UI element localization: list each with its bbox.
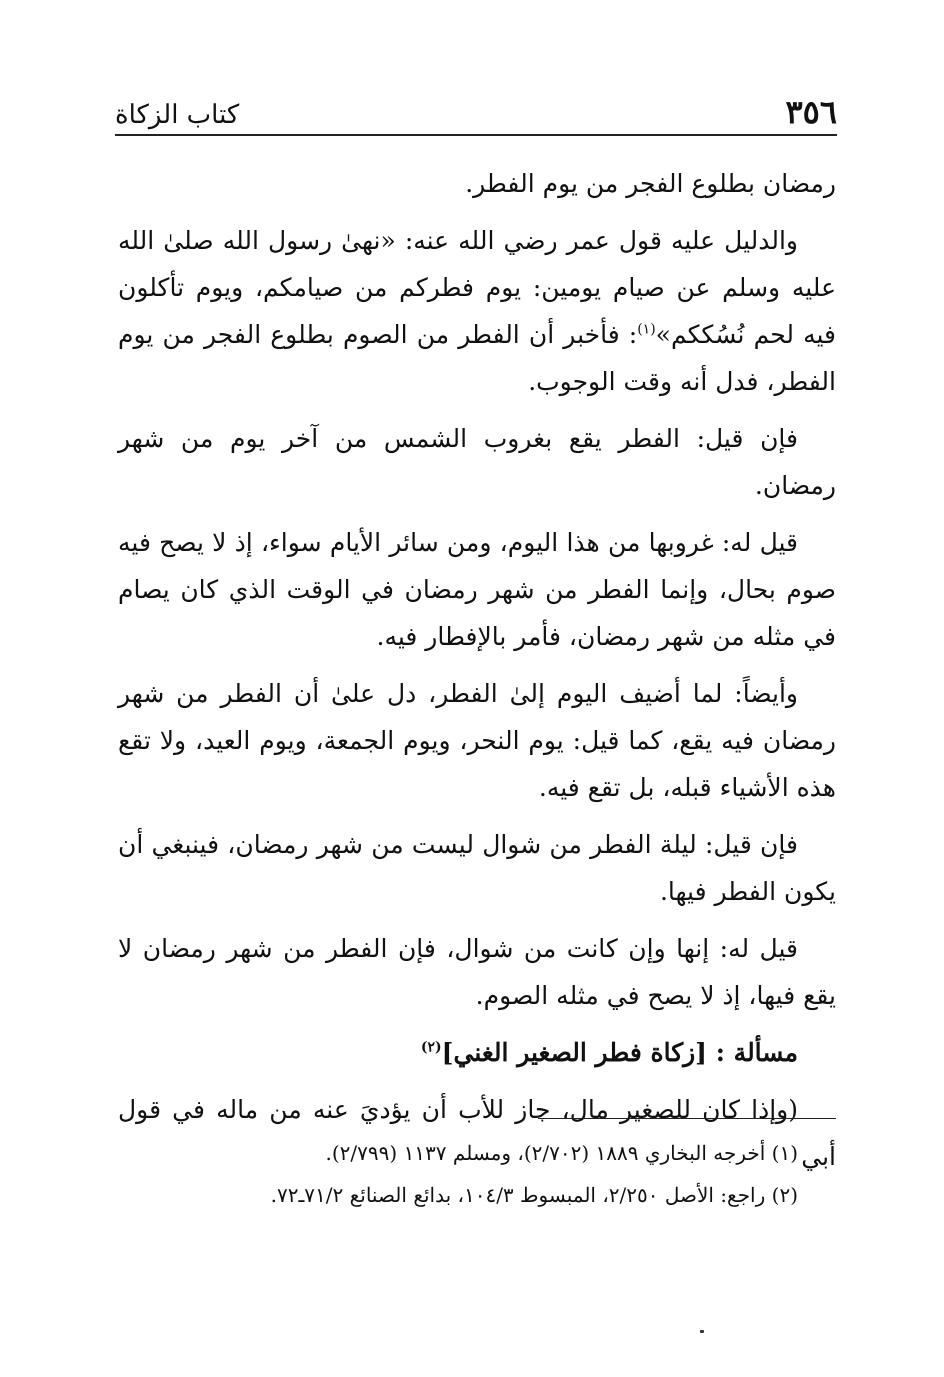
- masala-title: [زكاة فطر الصغير الغني]: [441, 1038, 708, 1067]
- masala-label: مسألة :: [715, 1038, 798, 1067]
- footnote: (١) أخرجه البخاري ١٨٨٩ (٢/٧٠٢)، ومسلم ١١٣٧ (٢/٧٩٩).: [325, 1141, 798, 1165]
- paragraph-text: رمضان بطلوع الفجر من يوم الفطر.: [465, 169, 836, 198]
- masala-heading: [118, 1029, 836, 1076]
- paragraph-text: والدليل عليه قول عمر رضي الله عنه: «نهىٰ رسول الله صلىٰ الله عليه وسلم عن صيام يومين: يوم فطركم من صيامكم، ويوم تأكلون فيه لحم نُسُككم»: [118, 226, 837, 349]
- paragraph-text: فإن قيل: الفطر يقع بغروب الشمس من آخر يوم من شهر رمضان.: [118, 424, 836, 500]
- paragraph-text: قيل له: إنها وإن كانت من شوال، فإن الفطر من شهر رمضان لا يقع فيها، إذ لا يصح في مثله الصوم.: [118, 934, 836, 1010]
- page-mark: [700, 1330, 704, 1333]
- paragraph: [118, 925, 836, 1019]
- paragraph-text: قيل له: غروبها من هذا اليوم، ومن سائر الأيام سواء، إذ لا يصح فيه صوم بحال، وإنما الفطر من شهر رمضان في الوقت الذي كان يصام في مثله من شهر رمضان، فأمر بالإفطار فيه.: [118, 528, 836, 651]
- paragraph: [118, 160, 836, 207]
- page-header: [115, 88, 837, 136]
- footnote-ref: (١): [637, 321, 656, 338]
- paragraph: [118, 415, 836, 509]
- paragraph: [118, 519, 836, 660]
- paragraph-text: : فأخبر أن الفطر من الصوم بطلوع الفجر من يوم الفطر، فدل أنه وقت الوجوب.: [118, 320, 836, 396]
- paragraph: [118, 217, 836, 405]
- paragraph: [118, 670, 836, 811]
- running-title: كتاب الزكاة: [115, 100, 240, 130]
- footnotes: [118, 1132, 836, 1216]
- paragraph-text: وأيضاً: لما أضيف اليوم إلىٰ الفطر، دل علىٰ أن الفطر من شهر رمضان فيه يقع، كما قيل: يوم النحر، ويوم الجمعة، ويوم العيد، ولا تقع هذه الأشياء قبله، بل تقع فيه.: [118, 679, 836, 802]
- footnote: (٢) راجع: الأصل ٢/٢٥٠، المبسوط ١٠٤/٣، بدائع الصنائع ٧١/٢ـ٧٢.: [270, 1183, 798, 1207]
- paragraph: [118, 821, 836, 915]
- footnote-ref: (٢): [420, 1039, 442, 1056]
- footnote-divider: [538, 1118, 836, 1119]
- paragraph-text: (وإذا كان للصغير مال، جاز للأب أن يؤديَ عنه من ماله في قول أبي: [118, 1095, 836, 1171]
- paragraph-text: فإن قيل: ليلة الفطر من شوال ليست من شهر رمضان، فينبغي أن يكون الفطر فيها.: [118, 830, 836, 906]
- body-text: [118, 160, 836, 1190]
- page-number: ٣٥٦: [785, 93, 837, 131]
